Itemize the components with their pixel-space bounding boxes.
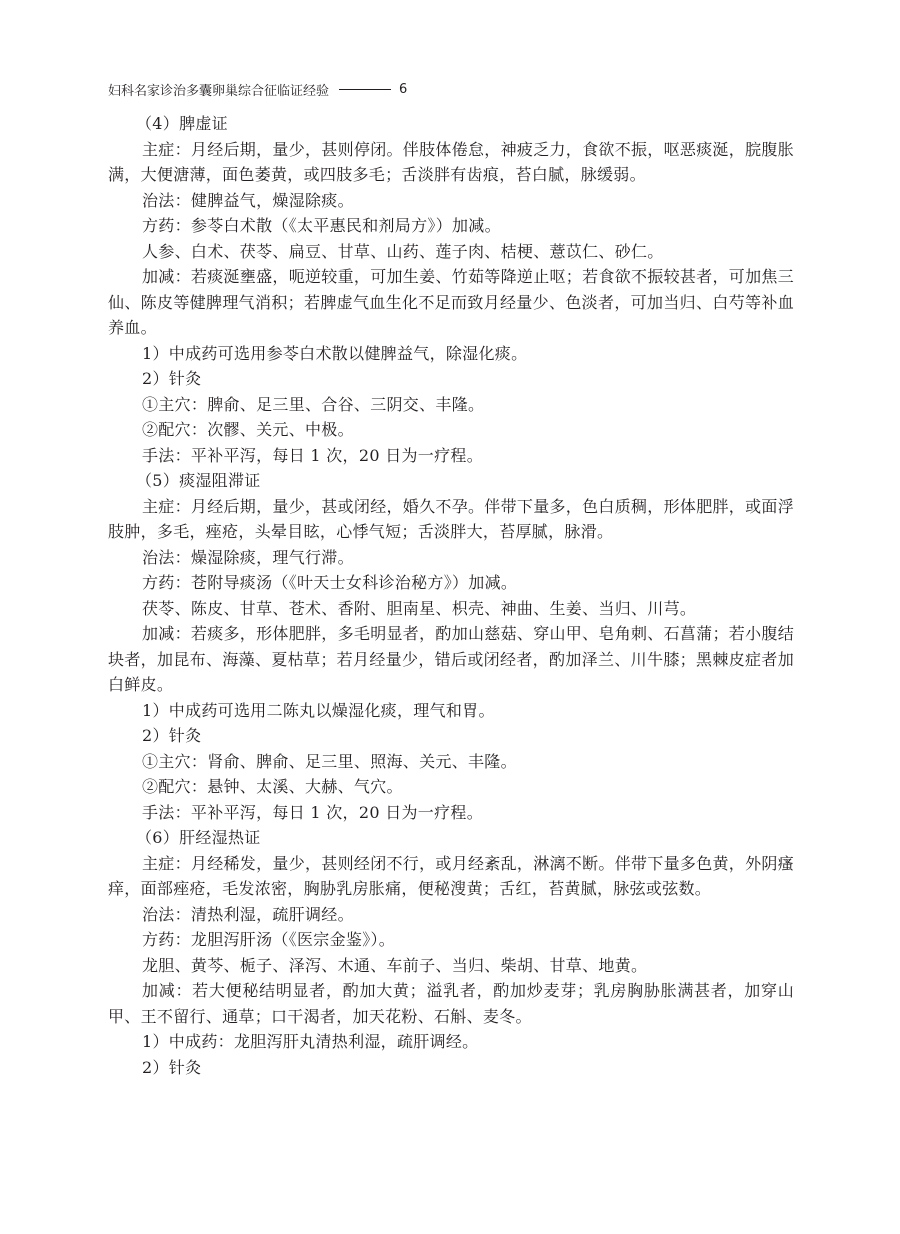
paragraph-treatment-method: 治法：燥湿除痰，理气行滞。 <box>142 547 354 567</box>
paragraph-main-symptoms: 主症：月经稀发，量少，甚则经闭不行，或月经紊乱，淋漓不断。伴带下量多色黄，外阴瘙痒，面部痤疮，毛发浓密，胸胁乳房胀痛，便秘溲黄；舌红，苔黄腻，脉弦或弦数。 <box>108 853 795 898</box>
paragraph-patent-medicine: 1）中成药可选用二陈丸以燥湿化痰，理气和胃。 <box>142 700 495 720</box>
paragraph-prescription: 方药：参苓白术散（《太平惠民和剂局方》）加减。 <box>142 216 501 235</box>
paragraph-herbs: 人参、白术、茯苓、扁豆、甘草、山药、莲子肉、桔梗、薏苡仁、砂仁。 <box>142 241 664 261</box>
paragraph-herbs: 茯苓、陈皮、甘草、苍术、香附、胆南星、枳壳、神曲、生姜、当归、川芎。 <box>142 598 697 618</box>
paragraph-technique: 手法：平补平泻，每日 1 次，20 日为一疗程。 <box>142 802 483 822</box>
paragraph-technique: 手法：平补平泻，每日 1 次，20 日为一疗程。 <box>142 445 483 465</box>
paragraph-modifications: 加减：若痰涎壅盛，呃逆较重，可加生姜、竹茹等降逆止呕；若食欲不振较甚者，可加焦三仙、陈皮等健脾理气消积；若脾虚气血生化不足而致月经量少、色淡者，可加当归、白芍等补血养血。 <box>108 267 795 337</box>
paragraph-main-points: ①主穴：肾俞、脾俞、足三里、照海、关元、丰隆。 <box>142 751 517 771</box>
section-heading-phlegm-damp: （5）痰湿阻滞证 <box>136 471 261 490</box>
paragraph-main-symptoms: 主症：月经后期，量少，甚则停闭。伴肢体倦怠，神疲乏力，食欲不振，呕恶痰涎，脘腹胀满，大便溏薄，面色萎黄，或四肢多毛；舌淡胖有齿痕，苔白腻，脉缓弱。 <box>108 139 795 184</box>
section-heading-spleen-deficiency: （4）脾虚证 <box>136 114 228 133</box>
book-title: 妇科名家诊治多囊卵巢综合征临证经验 <box>108 84 330 99</box>
paragraph-auxiliary-points: ②配穴：次髎、关元、中极。 <box>142 420 354 439</box>
paragraph-acupuncture-heading: 2）针灸 <box>142 726 202 745</box>
paragraph-main-symptoms: 主症：月经后期，量少，甚或闭经，婚久不孕。伴带下量多，色白质稠，形体肥胖，或面浮肢肿，多毛，痤疮，头晕目眩，心悸气短；舌淡胖大，苔厚腻，脉滑。 <box>108 496 795 541</box>
paragraph-auxiliary-points: ②配穴：悬钟、太溪、大赫、气穴。 <box>142 777 403 796</box>
paragraph-prescription: 方药：龙胆泻肝汤（《医宗金鉴》）。 <box>142 930 396 949</box>
paragraph-acupuncture-heading: 2）针灸 <box>142 369 202 388</box>
paragraph-herbs: 龙胆、黄芩、栀子、泽泻、木通、车前子、当归、柴胡、甘草、地黄。 <box>142 955 648 975</box>
paragraph-treatment-method: 治法：健脾益气，燥湿除痰。 <box>142 190 354 210</box>
section-heading-liver-damp-heat: （6）肝经湿热证 <box>136 828 261 847</box>
header-rule <box>339 89 391 90</box>
paragraph-patent-medicine: 1）中成药可选用参苓白术散以健脾益气，除湿化痰。 <box>142 343 528 363</box>
paragraph-prescription: 方药：苍附导痰汤（《叶天士女科诊治秘方》）加减。 <box>142 573 518 592</box>
paragraph-acupuncture-heading: 2）针灸 <box>142 1057 202 1077</box>
paragraph-main-points: ①主穴：脾俞、足三里、合谷、三阴交、丰隆。 <box>142 394 485 414</box>
page-body <box>108 111 794 1080</box>
paragraph-modifications: 加减：若大便秘结明显者，酌加大黄；溢乳者，酌加炒麦芽；乳房胸胁胀满甚者，加穿山甲、王不留行、通草；口干渴者，加天花粉、石斛、麦冬。 <box>108 981 794 1026</box>
running-header <box>108 80 808 99</box>
paragraph-modifications: 加减：若痰多，形体肥胖，多毛明显者，酌加山慈菇、穿山甲、皂角刺、石菖蒲；若小腹结块者，加昆布、海藻、夏枯草；若月经量少，错后或闭经者，酌加泽兰、川牛膝；黑棘皮症者加白鲜皮。 <box>108 624 795 694</box>
page-number: 6 <box>399 82 408 97</box>
paragraph-patent-medicine: 1）中成药：龙胆泻肝丸清热利湿，疏肝调经。 <box>142 1032 479 1051</box>
paragraph-treatment-method: 治法：清热利湿，疏肝调经。 <box>142 904 354 924</box>
